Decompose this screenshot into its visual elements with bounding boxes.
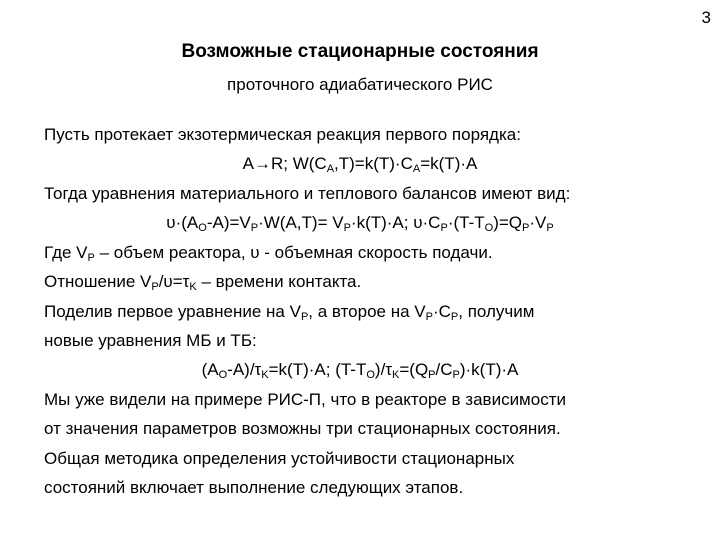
subscript: A (326, 163, 335, 175)
text-run: состояний включает выполнение следующих этапов. (44, 478, 464, 497)
subscript: O (218, 369, 228, 381)
subscript: P (522, 222, 530, 234)
subscript: P (425, 311, 433, 323)
text-run: от значения параметров возможны три стационарных состояния. (44, 419, 561, 438)
text-run: , получим (458, 302, 535, 321)
text-run: Тогда уравнения материального и теплового балансов имеют вид: (44, 184, 571, 203)
text-run: Мы уже видели на примере РИС-П, что в реакторе в зависимости (44, 390, 566, 409)
equation-line (0, 213, 720, 233)
text-line (44, 419, 561, 439)
text-run: новые уравнения МБ и ТБ: (44, 331, 257, 350)
text-run: ,T)=k(T)·C (334, 154, 413, 173)
text-run: ·(T-T (447, 213, 485, 232)
subscript: P (87, 252, 95, 264)
text-run: Общая методика определения устойчивости стационарных (44, 449, 515, 468)
text-run: /C (435, 360, 453, 379)
text-run: Пусть протекает экзотермическая реакция первого порядка: (44, 125, 521, 144)
subscript: P (440, 222, 448, 234)
text-run: /υ=τ (158, 272, 190, 291)
text-line (44, 449, 514, 469)
subscript: P (452, 369, 460, 381)
text-run: , а второе на V (308, 302, 426, 321)
text-run: =k(T)·A; (T-T (268, 360, 367, 379)
subscript: K (261, 369, 269, 381)
text-run: ·C (432, 302, 451, 321)
subscript: P (428, 369, 436, 381)
subscript: P (450, 311, 459, 323)
text-run: – времени контакта. (196, 272, 362, 291)
text-line (44, 243, 493, 263)
text-run: )/τ (374, 360, 393, 379)
page-number: 3 (701, 8, 711, 27)
text-run: ·V (529, 213, 547, 232)
text-run: Отношение V (44, 272, 152, 291)
text-line (44, 331, 257, 351)
subscript: O (198, 222, 207, 234)
subscript: P (546, 222, 554, 234)
text-run: υ·(A (166, 213, 199, 232)
subscript: P (300, 311, 309, 323)
text-run: =k(T)·A (420, 154, 478, 173)
text-line (44, 390, 566, 410)
equation-line (0, 154, 720, 174)
subscript: P (151, 281, 159, 293)
slide-title: Возможные стационарные состояния (181, 41, 539, 62)
subscript: A (412, 163, 421, 175)
equation-line (0, 360, 720, 380)
text-run: Поделив первое уравнение на V (44, 302, 301, 321)
subscript: K (189, 281, 197, 293)
text-run: =(Q (399, 360, 429, 379)
text-run: – объем реактора, υ - объемная скорость подачи. (94, 243, 493, 262)
subscript: K (392, 369, 400, 381)
text-line (44, 125, 521, 145)
text-run: A→R; W(C (242, 154, 327, 173)
text-run: (A (201, 360, 219, 379)
text-run: Где V (44, 243, 88, 262)
slide-subtitle: проточного адиабатического РИС (227, 75, 493, 94)
text-line (44, 302, 534, 322)
subscript: P (250, 222, 259, 234)
text-line (44, 272, 361, 292)
text-run: ·W(A,T)= V (258, 213, 344, 232)
text-run: )·k(T)·A (459, 360, 519, 379)
subscript: O (366, 369, 375, 381)
text-line (44, 478, 463, 498)
text-run: ·k(T)·A; υ·C (350, 213, 441, 232)
text-run: -A)/τ (227, 360, 262, 379)
text-run: -A)=V (206, 213, 251, 232)
text-run: )=Q (493, 213, 523, 232)
subscript: P (343, 222, 351, 234)
text-line (44, 184, 570, 204)
subscript: O (484, 222, 494, 234)
